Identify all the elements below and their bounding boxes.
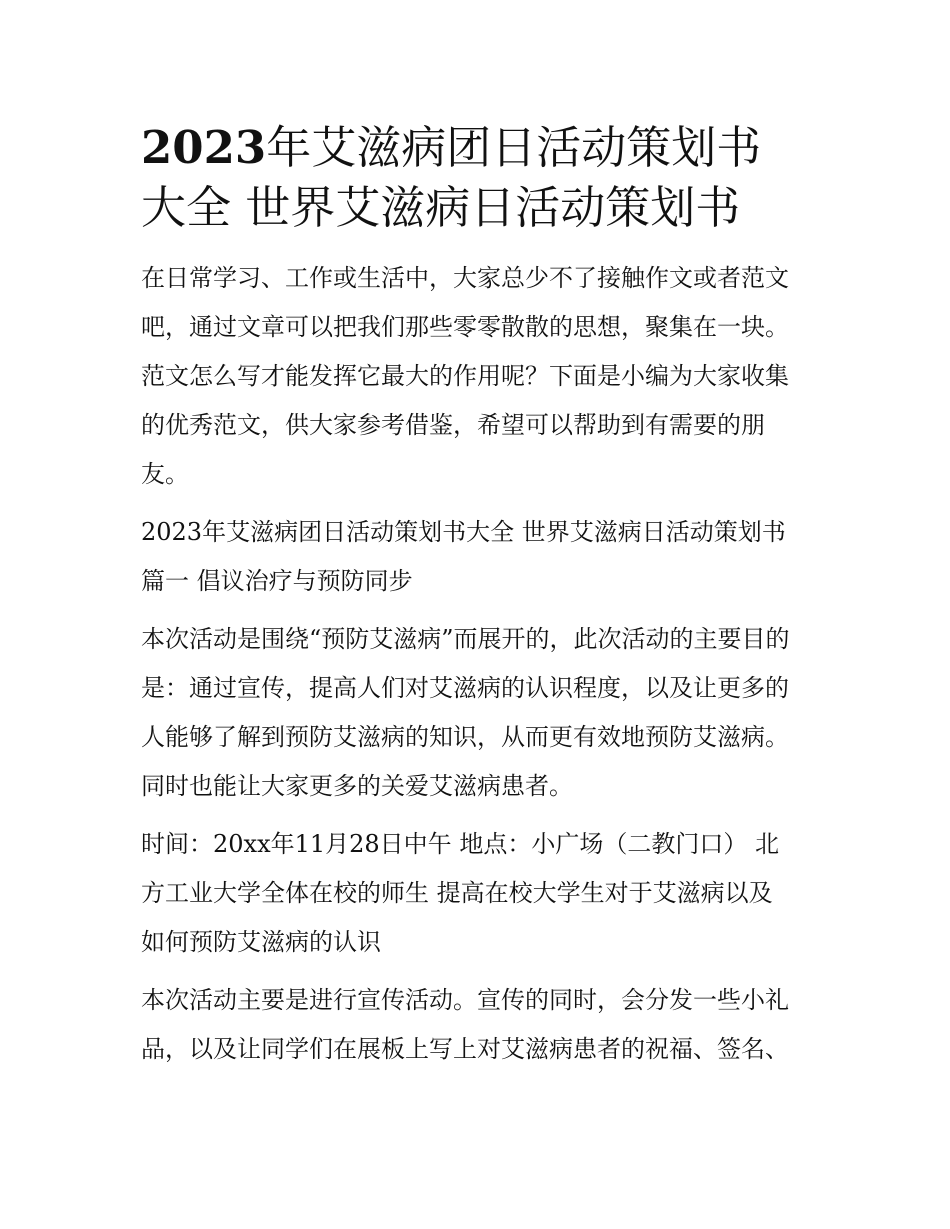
purpose-paragraph <box>141 615 816 811</box>
activity-paragraph <box>141 976 816 1074</box>
title-line-2: 大全 世界艾滋病日活动策划书 <box>141 181 741 234</box>
text-line: 方工业大学全体在校的师生 提高在校大学生对于艾滋病以及 <box>141 879 773 907</box>
intro-paragraph <box>141 254 816 499</box>
text-line: 范文怎么写才能发挥它最大的作用呢？下面是小编为大家收集 <box>141 362 789 390</box>
text-line: 在日常学习、工作或生活中，大家总少不了接触作文或者范文 <box>141 264 789 292</box>
text-line: 人能够了解到预防艾滋病的知识，从而更有效地预防艾滋病。 <box>141 723 789 751</box>
time-place-paragraph <box>141 820 816 967</box>
title-year: 2023 <box>141 121 267 174</box>
text-line: 篇一 倡议治疗与预防同步 <box>141 567 413 595</box>
title-line-1 <box>141 118 816 178</box>
text-line: 吧，通过文章可以把我们那些零零散散的思想，聚集在一块。 <box>141 313 789 341</box>
text-line: 品，以及让同学们在展板上写上对艾滋病患者的祝福、签名、 <box>141 1035 789 1063</box>
document-body <box>141 118 816 1083</box>
section-heading-paragraph <box>141 508 816 606</box>
text-line: 的优秀范文，供大家参考借鉴，希望可以帮助到有需要的朋 <box>141 411 765 439</box>
text-line: 时间：20xx年11月28日中午 地点：小广场（二教门口） 北 <box>141 830 779 858</box>
title-line-1-text: 年艾滋病团日活动策划书 <box>266 121 762 174</box>
text-line: 如何预防艾滋病的认识 <box>141 928 381 956</box>
text-line: 友。 <box>141 460 189 488</box>
text-line: 是：通过宣传，提高人们对艾滋病的认识程度，以及让更多的 <box>141 674 789 702</box>
text-line: 本次活动主要是进行宣传活动。宣传的同时，会分发一些小礼 <box>141 986 789 1014</box>
text-line: 同时也能让大家更多的关爱艾滋病患者。 <box>141 772 573 800</box>
text-line: 本次活动是围绕“预防艾滋病”而展开的，此次活动的主要目的 <box>141 625 790 653</box>
text-line: 2023年艾滋病团日活动策划书大全 世界艾滋病日活动策划书 <box>141 518 786 546</box>
document-title <box>141 118 816 238</box>
